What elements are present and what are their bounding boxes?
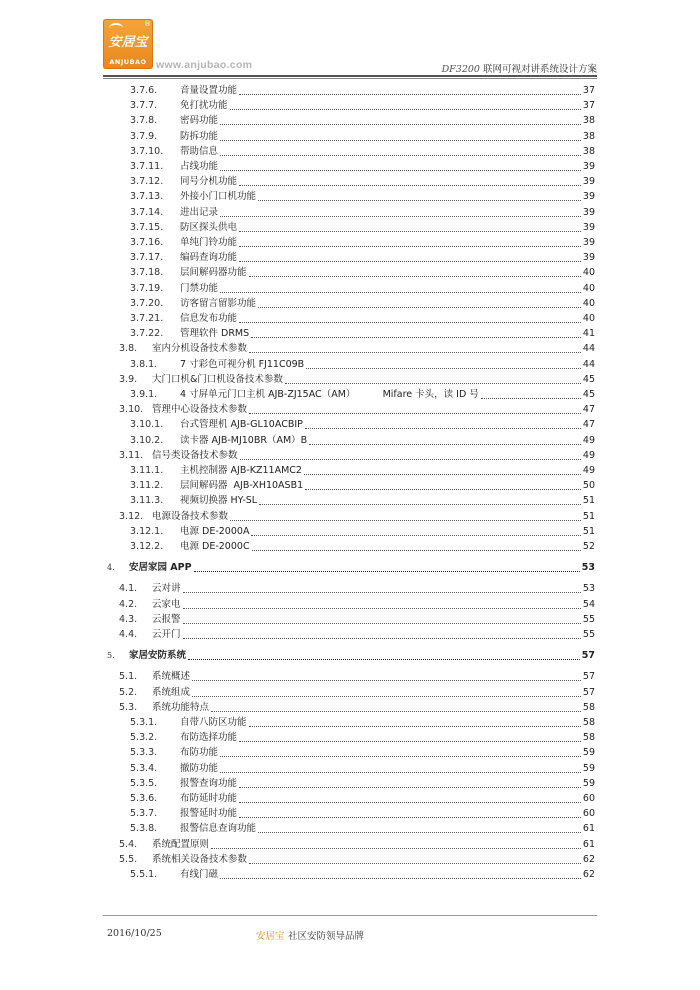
toc-entry-title: 7 寸彩色可视分机 FJ11C09B [180, 358, 305, 370]
toc-entry-title: 布防延时功能 [180, 793, 238, 804]
toc-dot-leader [258, 200, 581, 201]
toc-entry-title: 云报警 [152, 613, 181, 625]
toc-entry-page-number: 50 [582, 480, 595, 492]
header-rule-thin [103, 78, 597, 79]
toc-dot-leader [249, 726, 581, 727]
toc-entry-page-number: 47 [582, 404, 595, 416]
toc-entry-title: 系统功能特点 [152, 701, 210, 713]
toc-entry-page-number: 60 [582, 808, 595, 820]
toc-entry-page-number: 51 [582, 510, 595, 522]
toc-entry-page-number: 53 [582, 583, 595, 595]
toc-dot-leader [258, 307, 581, 308]
toc-entry[interactable] [130, 792, 595, 806]
toc-entry-number: 3.11.1. [130, 465, 164, 476]
toc-entry-title: 系统组成 [152, 686, 191, 698]
toc-entry[interactable] [130, 731, 595, 745]
toc-entry[interactable] [130, 716, 595, 730]
toc-entry-title: 云开门 [152, 629, 181, 640]
toc-entry-page-number: 62 [582, 869, 595, 880]
toc-entry-title: 布防功能 [180, 747, 219, 759]
footer-brand: 安居宝 [256, 931, 285, 942]
toc-entry[interactable] [130, 282, 595, 296]
toc-entry-page-number: 39 [582, 252, 595, 264]
toc-entry[interactable] [130, 479, 595, 493]
toc-entry-number: 3.7.22. [130, 328, 164, 340]
toc-dot-leader [192, 680, 581, 681]
toc-entry-page-number: 52 [582, 541, 595, 552]
toc-dot-leader [305, 489, 581, 490]
toc-dot-leader [183, 638, 581, 639]
toc-entry-page-number: 45 [582, 373, 595, 385]
toc-chapter-entry[interactable] [107, 561, 595, 575]
toc-entry-title: 外接小门口机功能 [180, 191, 257, 203]
toc-dot-leader [251, 535, 580, 536]
toc-dot-leader [211, 848, 581, 849]
document-title [442, 61, 597, 75]
toc-chapter-entry[interactable] [107, 649, 595, 663]
page-header [0, 0, 700, 82]
toc-dot-leader [220, 170, 581, 171]
toc-dot-leader [239, 246, 581, 247]
toc-entry-page-number: 59 [582, 777, 595, 789]
toc-entry[interactable] [130, 464, 595, 478]
toc-dot-leader [305, 428, 581, 429]
toc-entry-number: 3.7.16. [130, 237, 164, 248]
toc-dot-leader [239, 231, 581, 232]
toc-entry-title: 同号分机功能 [180, 176, 238, 188]
toc-dot-leader [211, 711, 581, 712]
toc-entry-number: 5.2. [119, 686, 138, 698]
toc-entry-page-number: 37 [582, 85, 595, 96]
toc-entry-number: 3.9. [119, 373, 138, 385]
toc-entry-title: 音量设置功能 [180, 85, 238, 96]
toc-entry-title: 防拆功能 [180, 130, 219, 142]
toc-entry-number: 3.11.2. [130, 480, 164, 492]
toc-entry[interactable] [130, 236, 595, 250]
toc-entry-number: 5.5.1. [130, 869, 158, 880]
toc-entry-number: 3.10.2. [130, 434, 164, 446]
toc-entry-number: 3.7.17. [130, 252, 164, 264]
toc-entry-page-number: 53 [581, 562, 595, 574]
toc-entry-number: 5.3.3. [130, 747, 158, 759]
toc-entry-title: 层间解码器功能 [180, 267, 247, 279]
toc-entry-number: 4.3. [119, 613, 138, 625]
toc-entry[interactable] [119, 449, 595, 463]
toc-entry-title: 安居家园 APP [129, 562, 192, 574]
toc-entry-page-number: 39 [582, 191, 595, 203]
toc-entry[interactable] [130, 190, 595, 204]
toc-entry-page-number: 40 [582, 313, 595, 324]
toc-entry-title: 管理中心设备技术参数 [152, 404, 248, 416]
toc-dot-leader [230, 520, 581, 521]
document-code: DF3200 [441, 64, 480, 75]
toc-entry[interactable] [130, 99, 595, 113]
logo-subtext: ANJUBAO [109, 58, 147, 66]
toc-dot-leader [194, 571, 580, 572]
toc-entry-title: 电源设备技术参数 [152, 510, 229, 522]
toc-entry-page-number: 45 [582, 389, 595, 400]
toc-entry[interactable] [130, 777, 595, 791]
toc-entry[interactable] [130, 868, 595, 882]
toc-entry-number: 5.3.5. [130, 777, 158, 789]
toc-entry[interactable] [130, 206, 595, 220]
toc-entry[interactable] [130, 434, 595, 448]
toc-entry-number: 5.3. [119, 701, 138, 713]
toc-entry[interactable] [130, 388, 595, 402]
toc-entry[interactable] [119, 701, 595, 715]
toc-entry-number: 3.7.15. [130, 221, 164, 233]
toc-entry-title: 电源 DE-2000C [180, 541, 250, 552]
toc-entry-title: 读卡器 AJB-MJ10BR（AM）B [180, 434, 308, 446]
footer-date: 2016/10/25 [107, 928, 162, 939]
toc-entry-page-number: 51 [582, 525, 595, 537]
toc-dot-leader [220, 772, 581, 773]
toc-entry[interactable] [119, 342, 595, 356]
toc-entry-page-number: 40 [582, 267, 595, 279]
toc-dot-leader [259, 504, 581, 505]
toc-dot-leader [249, 352, 581, 353]
toc-dot-leader [220, 292, 581, 293]
toc-entry-page-number: 57 [582, 686, 595, 698]
toc-entry-number: 3.7.19. [130, 282, 164, 294]
toc-entry-number: 3.8. [119, 343, 138, 355]
toc-entry[interactable] [130, 807, 595, 821]
toc-entry-number: 3.7.18. [130, 267, 164, 279]
logo-text: 安居宝 [108, 35, 148, 50]
toc-entry-number: 3.9.1. [130, 389, 158, 400]
toc-entry-number: 4. [107, 563, 115, 573]
toc-entry-title: 帮助信息 [180, 145, 219, 157]
toc-entry-page-number: 57 [582, 671, 595, 683]
toc-dot-leader [183, 592, 581, 593]
toc-entry-number: 5. [107, 651, 115, 661]
toc-entry-title: 占线功能 [180, 161, 219, 172]
toc-entry[interactable] [130, 762, 595, 776]
toc-entry-number: 5.3.6. [130, 793, 158, 804]
toc-dot-leader [239, 185, 581, 186]
toc-entry[interactable] [130, 297, 595, 311]
toc-dot-leader [239, 802, 581, 803]
toc-dot-leader [239, 94, 581, 95]
toc-entry-title: 云家电 [152, 598, 181, 610]
toc-entry[interactable] [130, 525, 595, 539]
toc-entry-number: 3.10.1. [130, 419, 164, 431]
toc-entry-title: 系统相关设备技术参数 [152, 853, 248, 865]
toc-entry-number: 3.7.8. [130, 115, 158, 127]
toc-dot-leader [239, 322, 581, 323]
toc-entry-page-number: 59 [582, 762, 595, 774]
toc-entry-title: 有线门磁 [180, 869, 219, 880]
toc-entry-number: 4.4. [119, 629, 138, 640]
toc-dot-leader [230, 109, 581, 110]
toc-dot-leader [239, 261, 581, 262]
toc-dot-leader [285, 383, 581, 384]
toc-entry-number: 5.3.2. [130, 732, 158, 744]
toc-entry-number: 3.7.20. [130, 297, 164, 309]
toc-entry-title: 撤防功能 [180, 762, 219, 774]
toc-entry-page-number: 62 [582, 853, 595, 865]
toc-entry-number: 3.7.11. [130, 161, 164, 172]
toc-entry[interactable] [130, 114, 595, 128]
toc-dot-leader [192, 696, 581, 697]
toc-entry-page-number: 55 [582, 629, 595, 640]
toc-entry-page-number: 37 [582, 100, 595, 112]
toc-entry-page-number: 40 [582, 282, 595, 294]
toc-entry-number: 4.2. [119, 598, 138, 610]
toc-entry-page-number: 58 [582, 732, 595, 744]
toc-dot-leader [188, 659, 580, 660]
toc-entry[interactable] [130, 822, 595, 836]
toc-entry-number: 3.12. [119, 510, 144, 522]
toc-entry[interactable] [130, 160, 595, 174]
toc-entry-title: 报警延时功能 [180, 808, 238, 820]
toc-entry-page-number: 39 [582, 206, 595, 218]
toc-entry-page-number: 47 [582, 419, 595, 431]
toc-dot-leader [240, 459, 581, 460]
toc-entry-page-number: 61 [582, 823, 595, 835]
toc-entry-number: 5.3.7. [130, 808, 158, 820]
toc-entry[interactable] [119, 853, 595, 867]
toc-entry-page-number: 58 [582, 701, 595, 713]
toc-entry-number: 5.3.4. [130, 762, 158, 774]
toc-entry-page-number: 59 [582, 747, 595, 759]
toc-entry-number: 3.7.10. [130, 145, 164, 157]
toc-entry-page-number: 49 [582, 465, 595, 476]
toc-dot-leader [249, 413, 581, 414]
anjubao-logo [103, 19, 153, 69]
toc-entry-number: 3.11. [119, 449, 144, 461]
toc-entry-title: 免打扰功能 [180, 100, 228, 112]
toc-entry[interactable] [119, 373, 595, 387]
toc-dot-leader [258, 832, 581, 833]
toc-entry[interactable] [119, 582, 595, 596]
header-rule [103, 75, 597, 77]
toc-entry-number: 3.12.2. [130, 541, 164, 552]
toc-entry[interactable] [119, 838, 595, 852]
toc-entry[interactable] [119, 628, 595, 642]
toc-entry[interactable] [130, 746, 595, 760]
footer-slogan: 社区安防领导品牌 [288, 931, 365, 942]
toc-entry-page-number: 58 [582, 717, 595, 728]
toc-entry-title: 密码功能 [180, 115, 219, 127]
toc-dot-leader [220, 155, 581, 156]
toc-entry[interactable] [130, 221, 595, 235]
toc-entry-number: 3.10. [119, 404, 144, 416]
toc-entry-page-number: 54 [582, 598, 595, 610]
toc-entry[interactable] [119, 510, 595, 524]
toc-entry-page-number: 39 [582, 221, 595, 233]
toc-dot-leader [220, 756, 581, 757]
toc-entry-page-number: 40 [582, 297, 595, 309]
toc-entry-page-number: 39 [582, 237, 595, 248]
toc-entry[interactable] [130, 84, 595, 98]
toc-entry-title: 4 寸屏单元门口主机 AJB-ZJ15AC（AM） Mifare 卡头，读 ID 号 [180, 389, 479, 400]
toc-dot-leader [249, 863, 581, 864]
toc-entry[interactable] [130, 358, 595, 372]
toc-entry[interactable] [130, 540, 595, 554]
toc-dot-leader [304, 474, 581, 475]
site-url[interactable]: www.anjubao.com [156, 59, 253, 71]
toc-entry-title: 大门口机&门口机设备技术参数 [152, 373, 283, 385]
toc-entry-page-number: 55 [582, 613, 595, 625]
toc-entry-number: 5.5. [119, 853, 138, 865]
toc-entry[interactable] [130, 494, 595, 508]
toc-entry-title: 编码查询功能 [180, 252, 238, 264]
toc-entry-title: 系统配置原则 [152, 838, 210, 850]
toc-entry-number: 3.7.13. [130, 191, 164, 203]
toc-entry-title: 单纯门铃功能 [180, 237, 238, 248]
toc-entry-page-number: 39 [582, 176, 595, 188]
toc-entry-title: 防区探头供电 [180, 221, 238, 233]
toc-entry-page-number: 49 [582, 449, 595, 461]
toc-entry-page-number: 38 [582, 115, 595, 127]
toc-entry[interactable] [130, 418, 595, 432]
toc-dot-leader [220, 140, 581, 141]
toc-entry-page-number: 41 [582, 328, 595, 340]
toc-entry-page-number: 39 [582, 161, 595, 172]
toc-entry-title: 进出记录 [180, 206, 219, 218]
toc-dot-leader [220, 878, 581, 879]
toc-entry-title: 室内分机设备技术参数 [152, 343, 248, 355]
toc-entry-page-number: 57 [581, 650, 595, 662]
toc-entry-number: 3.7.21. [130, 313, 164, 324]
toc-entry-page-number: 51 [582, 495, 595, 507]
toc-dot-leader [239, 741, 581, 742]
toc-entry[interactable] [130, 251, 595, 265]
toc-dot-leader [481, 398, 581, 399]
toc-dot-leader [183, 623, 581, 624]
toc-entry-page-number: 60 [582, 793, 595, 804]
toc-dot-leader [239, 787, 581, 788]
toc-entry-number: 3.11.3. [130, 495, 164, 507]
toc-entry[interactable] [130, 327, 595, 341]
toc-entry-title: 自带八防区功能 [180, 717, 247, 728]
toc-entry[interactable] [130, 130, 595, 144]
toc-entry-title: 布防选择功能 [180, 732, 238, 744]
toc-dot-leader [309, 444, 581, 445]
toc-entry-number: 3.7.12. [130, 176, 164, 188]
toc-entry[interactable] [119, 403, 595, 417]
toc-dot-leader [306, 368, 581, 369]
toc-dot-leader [251, 337, 581, 338]
toc-dot-leader [239, 817, 581, 818]
toc-entry-title: 云对讲 [152, 583, 181, 595]
document-title-text: 联网可视对讲系统设计方案 [482, 64, 597, 75]
toc-dot-leader [220, 216, 581, 217]
toc-entry-number: 3.8.1. [130, 358, 158, 370]
toc-entry-number: 3.12.1. [130, 525, 164, 537]
toc-entry-title: 信息发布功能 [180, 313, 238, 324]
toc-entry-title: 视频切换器 HY-SL [180, 495, 258, 507]
toc-entry-page-number: 49 [582, 434, 595, 446]
toc-entry-number: 5.3.1. [130, 717, 158, 728]
toc-entry-title: 电源 DE-2000A [180, 525, 250, 537]
toc-entry-page-number: 38 [582, 130, 595, 142]
toc-dot-leader [183, 608, 581, 609]
toc-entry[interactable] [119, 686, 595, 700]
toc-entry-page-number: 44 [582, 358, 595, 370]
toc-entry-number: 3.7.7. [130, 100, 158, 112]
toc-entry-number: 5.1. [119, 671, 138, 683]
toc-entry-number: 3.7.14. [130, 206, 164, 218]
toc-entry-page-number: 38 [582, 145, 595, 157]
toc-entry-number: 4.1. [119, 583, 138, 595]
toc-entry[interactable] [119, 670, 595, 684]
toc-entry-title: 主机控制器 AJB-KZ11AMC2 [180, 465, 302, 476]
toc-entry[interactable] [130, 266, 595, 280]
toc-entry[interactable] [119, 613, 595, 627]
toc-entry-title: 台式管理机 AJB-GL10ACBIP [180, 419, 303, 431]
toc-entry-title: 层间解码器 AJB-XH10ASB1 [180, 480, 304, 492]
toc-entry-number: 3.7.6. [130, 85, 158, 96]
toc-entry-page-number: 44 [582, 343, 595, 355]
toc-entry-title: 家居安防系统 [129, 650, 187, 662]
footer-rule [103, 915, 597, 916]
toc-entry-title: 报警信息查询功能 [180, 823, 257, 835]
toc-entry-title: 访客留言留影功能 [180, 297, 257, 309]
toc-dot-leader [252, 550, 581, 551]
toc-entry[interactable] [130, 145, 595, 159]
toc-entry-page-number: 61 [582, 838, 595, 850]
toc-entry[interactable] [130, 175, 595, 189]
toc-entry-title: 系统概述 [152, 671, 191, 683]
toc-entry-title: 报警查询功能 [180, 777, 238, 789]
toc-entry[interactable] [130, 312, 595, 326]
toc-entry[interactable] [119, 598, 595, 612]
logo-registered-mark: ® [144, 20, 151, 28]
toc-entry-title: 门禁功能 [180, 282, 219, 294]
toc-entry-number: 5.4. [119, 838, 138, 850]
toc-entry-number: 5.3.8. [130, 823, 158, 835]
toc-dot-leader [220, 124, 581, 125]
toc-entry-title: 管理软件 DRMS [180, 328, 250, 340]
toc-dot-leader [249, 276, 581, 277]
toc-entry-number: 3.7.9. [130, 130, 158, 142]
toc-entry-title: 信号类设备技术参数 [152, 449, 238, 461]
